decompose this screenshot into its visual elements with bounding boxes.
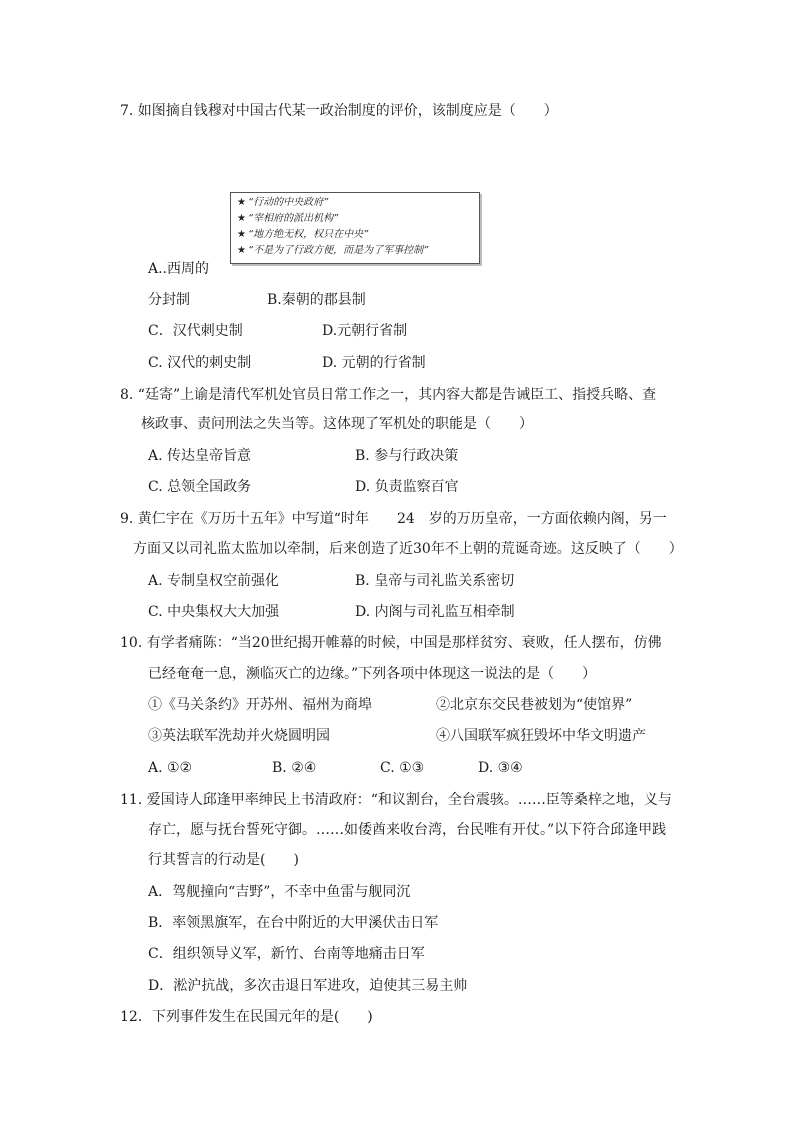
q11-option-b: B．率领黑旗军，在台中附近的大甲溪伏击日军 xyxy=(148,915,439,931)
q8-option-c: C. 总领全国政务 xyxy=(148,479,252,495)
q11-option-c: C．组织领导义军，新竹、台南等地痛击日军 xyxy=(148,946,425,962)
q9-option-d: D. 内阁与司礼监互相牵制 xyxy=(355,604,515,620)
q7-option-b: B.秦朝的郡县制 xyxy=(267,292,366,308)
q11-option-a: A．驾舰撞向“吉野”，不幸中鱼雷与舰同沉 xyxy=(148,884,411,900)
q7-option-c-alt: C. 汉代的刺史制 xyxy=(148,355,252,371)
q9-option-b: B. 皇帝与司礼监关系密切 xyxy=(355,573,515,589)
q7-option-a: A..西周的 xyxy=(148,261,210,277)
q10-option-c: C. ①③ xyxy=(380,760,425,776)
q7-quote-figure xyxy=(230,192,480,264)
q11-stem-line3: 行其誓言的行动是( ) xyxy=(148,852,299,868)
q8-option-a: A. 传达皇帝旨意 xyxy=(148,448,252,464)
q7-option-c: C．汉代刺史制 xyxy=(148,323,243,339)
q10-item-1: ①《马关条约》开苏州、福州为商埠 xyxy=(148,697,372,713)
q10-option-d: D. ③④ xyxy=(478,760,523,776)
q7-quote-4: ★ “不是为了行政方便，而是为了军事控制” xyxy=(237,245,429,256)
q10-stem-line2: 已经奄奄一息，濒临灭亡的边缘。”下列各项中体现这一说法的是（ ） xyxy=(148,666,597,682)
q11-option-d: D．淞沪抗战，多次击退日军进攻，迫使其三易主帅 xyxy=(148,978,468,994)
q8-stem-line1: 8. “廷寄”上谕是清代军机处官员日常工作之一，其内容大都是告诫臣工、指授兵略、查 xyxy=(120,387,657,403)
q9-option-a: A. 专制皇权空前强化 xyxy=(148,573,280,589)
q12-stem: 12．下列事件发生在民国元年的是( ) xyxy=(120,1009,373,1025)
q7-option-a-cont: 分封制 xyxy=(148,292,190,308)
q8-option-d: D. 负责监察百官 xyxy=(355,479,459,495)
q7-stem: 7. 如图摘自钱穆对中国古代某一政治制度的评价，该制度应是（ ） xyxy=(120,103,558,119)
q10-stem-line1: 10. 有学者痛陈：“当20世纪揭开帷幕的时候，中国是那样贫穷、衰败，任人摆布，仿佛 xyxy=(120,635,662,651)
q8-stem-line2: 核政事、责问刑法之失当等。这体现了军机处的职能是（ ） xyxy=(141,416,533,432)
q8-option-b: B. 参与行政决策 xyxy=(355,448,459,464)
q7-quote-1: ★ “行动的中央政府” xyxy=(237,197,329,208)
q10-option-a: A. ①② xyxy=(148,760,193,776)
q10-option-b: B. ②④ xyxy=(272,760,317,776)
q10-item-4: ④八国联军疯狂毁坏中华文明遗产 xyxy=(436,728,646,744)
q7-quote-3: ★ “地方绝无权，权只在中央” xyxy=(237,229,369,240)
q11-stem-line2: 存亡，愿与抚台誓死守御。……如倭酋来收台湾，台民唯有开仗。”以下符合邱逢甲践 xyxy=(148,822,667,838)
q11-stem-line1: 11. 爱国诗人邱逢甲率绅民上书清政府：“和议割台，全台震骇。……臣等桑梓之地，义与 xyxy=(120,792,672,808)
q7-quote-2: ★ “宰相府的派出机构” xyxy=(237,213,339,224)
q10-item-3: ③英法联军洗劫并火烧圆明园 xyxy=(148,728,330,744)
q9-stem-line2: 方面又以司礼监太监加以牵制，后来创造了近30年不上朝的荒诞奇迹。这反映了（ ） xyxy=(133,541,683,557)
q7-option-d-alt: D. 元朝的行省制 xyxy=(322,355,426,371)
q9-stem-line1: 9. 黄仁宇在《万历十五年》中写道“时年 24 岁的万历皇帝，一方面依赖内阁，另一 xyxy=(120,511,667,527)
q10-item-2: ②北京东交民巷被划为“使馆界” xyxy=(436,697,633,713)
q9-option-c: C. 中央集权大大加强 xyxy=(148,604,280,620)
q7-option-d: D.元朝行省制 xyxy=(322,323,408,339)
